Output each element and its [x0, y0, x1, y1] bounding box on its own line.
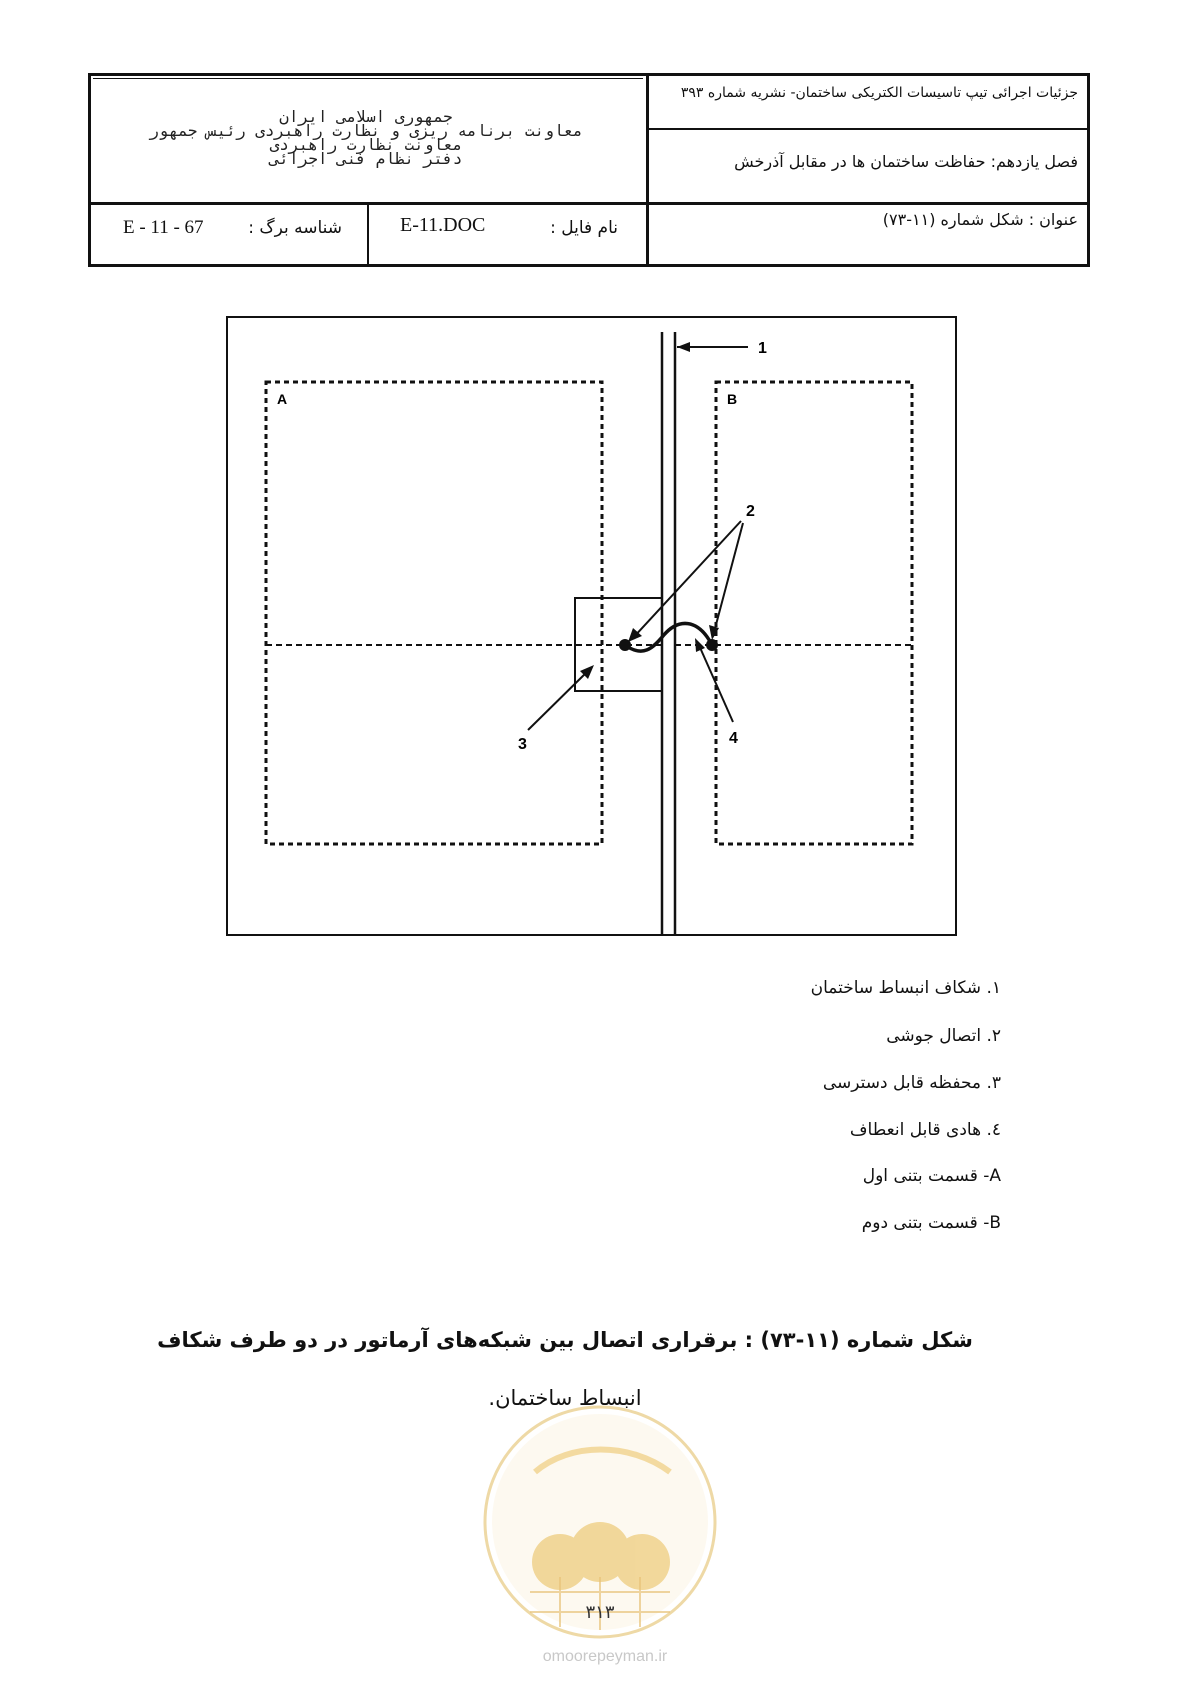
chapter-title: فصل یازدهم: حفاظت ساختمان ها در مقابل آذرخش [734, 152, 1078, 171]
legend-item-2: ۲. اتصال جوشی [886, 1026, 1001, 1046]
weld-joint-right [706, 639, 718, 651]
header-divider-right [646, 128, 1090, 130]
label-1: 1 [758, 340, 767, 357]
org-line-1: جمهوری اسلامی ایران [279, 107, 453, 126]
expansion-joint-diagram [228, 318, 955, 934]
publication-title: جزئیات اجرائی تیپ تاسیسات الکتریکی ساختمان- نشریه شماره ۳۹۳ [680, 85, 1078, 101]
page-number: ۳۱۳ [585, 1602, 615, 1623]
leader-1-arrowhead [677, 342, 690, 352]
leader-2a [632, 521, 741, 639]
watermark-site: omoorepeyman.ir [542, 1648, 668, 1665]
label-a: A [277, 391, 288, 407]
leader-4-arrowhead [695, 638, 705, 652]
caption-line-2: انبساط ساختمان. [488, 1386, 642, 1410]
header-inner-frame [93, 78, 643, 79]
leader-4 [698, 643, 733, 722]
file-name-value: E-11.DOC [400, 214, 486, 236]
label-2: 2 [746, 503, 755, 520]
caption-line-1: شکل شماره (۱۱-۷۳) : برقراری اتصال بین شبکه‌های آرماتور در دو طرف شکاف [157, 1328, 973, 1352]
organization-block [96, 107, 636, 168]
sheet-id-value: E - 11 - 67 [123, 217, 204, 238]
legend-item-3: ۳. محفظه قابل دسترسی [822, 1073, 1001, 1093]
legend-item-b: B- قسمت بتنی دوم [861, 1213, 1001, 1233]
legend-item-4: ٤. هادی قابل انعطاف [849, 1120, 1001, 1140]
org-line-2: معاونت برنامه ریزی و نظارت راهبردی رئیس جمهور [149, 121, 583, 140]
header-divider-bottom [367, 202, 369, 267]
leader-3 [528, 668, 591, 730]
label-3: 3 [518, 736, 527, 753]
legend-item-1: ۱. شکاف انبساط ساختمان [810, 978, 1001, 998]
sheet-id-label: شناسه برگ : [248, 218, 342, 238]
header-divider-horizontal [88, 202, 1090, 205]
legend-item-a: A- قسمت بتنی اول [862, 1166, 1001, 1186]
figure-frame [226, 316, 957, 936]
concrete-part-b [716, 382, 912, 844]
concrete-part-a [266, 382, 602, 844]
figure-title: عنوان : شکل شماره (۱۱-۷۳) [882, 210, 1078, 229]
label-4: 4 [729, 730, 738, 747]
label-b: B [727, 391, 738, 407]
org-line-3: معاونت نظارت راهبردی [269, 135, 463, 154]
org-line-4: دفتر نظام فنی اجرائی [269, 149, 463, 168]
file-name-label: نام فایل : [550, 218, 618, 238]
header-divider-vertical [646, 73, 649, 267]
